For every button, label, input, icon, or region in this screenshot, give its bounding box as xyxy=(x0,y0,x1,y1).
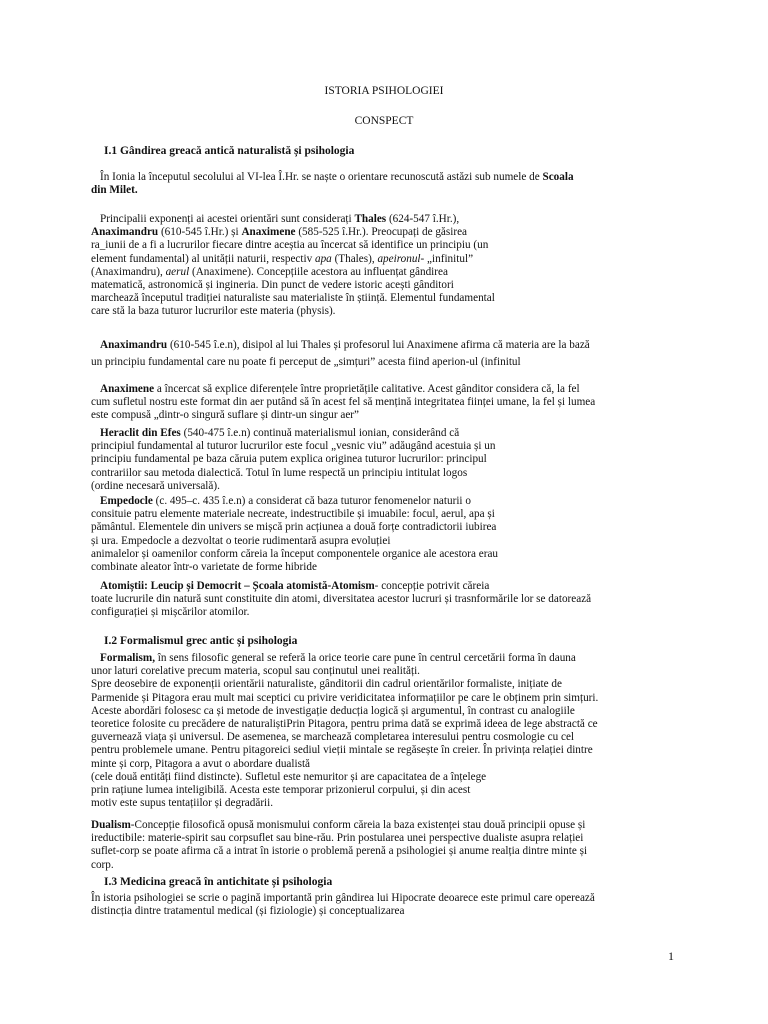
paragraph-anaximandru: Anaximandru (610-545 î.e.n), disipol al lui Thales și profesorul lui Anaximene afirma că materia are la bază un principiu fundamental care nu poate fi perceput de „simțuri” acesta fiind aperion-ul (infinitul xyxy=(91,339,590,369)
paragraph-formalism: Formalism, în sens filosofic general se referă la orice teorie care pune în centrul cercetării forma în dauna unor laturi corelative precum materia, scopul sau conținutul unei realități. Spre deosebire de exponenții orientării naturaliste, gânditorii din cadrul orientărilor formaliste, inițiate de Parmenide și Pitagora erau mult mai sceptici cu privire veridicitatea informațiilor pe care le obținem prin simțuri. Aceste abordări folosesc ca și metode de investigație deducția logică și argumentul, în contrast cu analogiile teoretice folosite cu precădere de naturaliștiPrin Pitagora, pentru prima dată se exprimă ideea de lege abstractă ce guvernează viața și universul. De asemenea, se marchează completarea interesului pentru cosmologie cu cel pentru problemele umane. Pentru pitagoreici sediul vieții mintale se regăsește în creier. În privința relației dintre minte și corp, Pitagora a avut o abordare dualistă (cele două entități fiind distincte). Sufletul este nemuritor și are capacitatea de a înțelege prin rațiune lumea inteligibilă. Acesta este temporar prizonierul corpului, și din acest motiv este supus tentațiilor și degradării. xyxy=(91,652,599,810)
paragraph-empedocle: Empedocle (c. 495–c. 435 î.e.n) a considerat că baza tuturor fenomenelor naturii o consituie patru elemente materiale necreate, indestructibile și imuabile: focul, aerul, apa și pământul. Elementele din univers se mișcă prin acțiunea a două forțe contradictorii iubirea și ura. Empedocle a dezvoltat o teorie rudimentară asupra evoluției animalelor și oamenilor conform căreia la început componentele organice ale acestora erau combinate aleator într-o varietate de forme hibride xyxy=(91,495,499,574)
paragraph-atomistii: Atomiștii: Leucip și Democrit – Școala atomistă-Atomism- concepție potrivit căreia toate lucrurile din natură sunt constituite din atomi, diversitatea acestor lucruri și trasnformările lor se datorează configurației și mișcărilor atomilor. xyxy=(91,580,592,619)
section-heading-3: I.3 Medicina greacă în antichitate și psihologia xyxy=(104,876,333,888)
section-heading-2: I.2 Formalismul grec antic și psihologia xyxy=(104,635,298,647)
paragraph-principalii: Principalii exponenți ai acestei orientări sunt considerați Thales (624-547 î.Hr.), Anaximandru (610-545 î.Hr.) și Anaximene (585-525 î.Hr.). Preocupați de găsirea ra_iunii de a fi a lucrurilor fiecare dintre aceștia au încercat să identifice un principiu (un element fundamental) al unității naturii, respectiv apa (Thales), apeironul- „infinitul” (Anaximandru), aerul (Anaximene). Concepțiile acestora au influențat gândirea matematică, astronomică și ingineria. Din punct de vedere istoric acești gânditori marchează începutul tradiției naturaliste sau materialiste în știință. Elementul fundamental care stă la baza tuturor lucrurilor este materia (physis). xyxy=(91,213,495,318)
paragraph-dualism: Dualism-Concepție filosofică opusă monismului conform căreia la baza existenței stau două principii opuse și ireductibile: materie-spirit sau corpsuflet sau bine-rău. Prin postularea unei perspective dualiste asupra relației suflet-corp se poate afirma că a intrat în istorie o problemă perenă a psihologiei și anume realția dintre minte și corp. xyxy=(91,819,588,871)
page-number: 1 xyxy=(668,949,674,963)
section-heading-1: I.1 Gândirea greacă antică naturalistă și psihologia xyxy=(104,145,355,157)
paragraph-anaximene: Anaximene a încercat să explice diferențele între proprietățile calitative. Acest gânditor considera că, la fel cum sufletul nostru este format din aer putând să în acest fel să mențină integritatea ființei umane, la fel și lumea este compusă „dintr-o singură suflare și dintr-un singur aer” xyxy=(91,383,596,422)
document-subtitle: CONSPECT xyxy=(354,115,414,127)
paragraph-ionia: În Ionia la începutul secolului al VI-lea Î.Hr. se naște o orientare recunoscută astăzi sub numele de Scoala din Milet. xyxy=(91,171,574,197)
document-title: ISTORIA PSIHOLOGIEI xyxy=(324,85,444,97)
paragraph-heraclit: Heraclit din Efes (540-475 î.e.n) continuă materialismul ionian, considerând că principiul fundamental al tuturor lucrurilor este focul „vesnic viu” adăugând acestuia și un principiu fundamental pe baza căruia putem explica originea tuturor lucrurilor: principul contrariilor sau metoda dialectică. Totul în lume respectă un principiu intitulat logos (ordine necesară universală). xyxy=(91,427,496,492)
paragraph-medicina: În istoria psihologiei se scrie o pagină importantă prin gândirea lui Hipocrate deoarece este primul care operează distincția dintre tratamentul medical (și fiziologie) și conceptualizarea xyxy=(91,892,595,918)
